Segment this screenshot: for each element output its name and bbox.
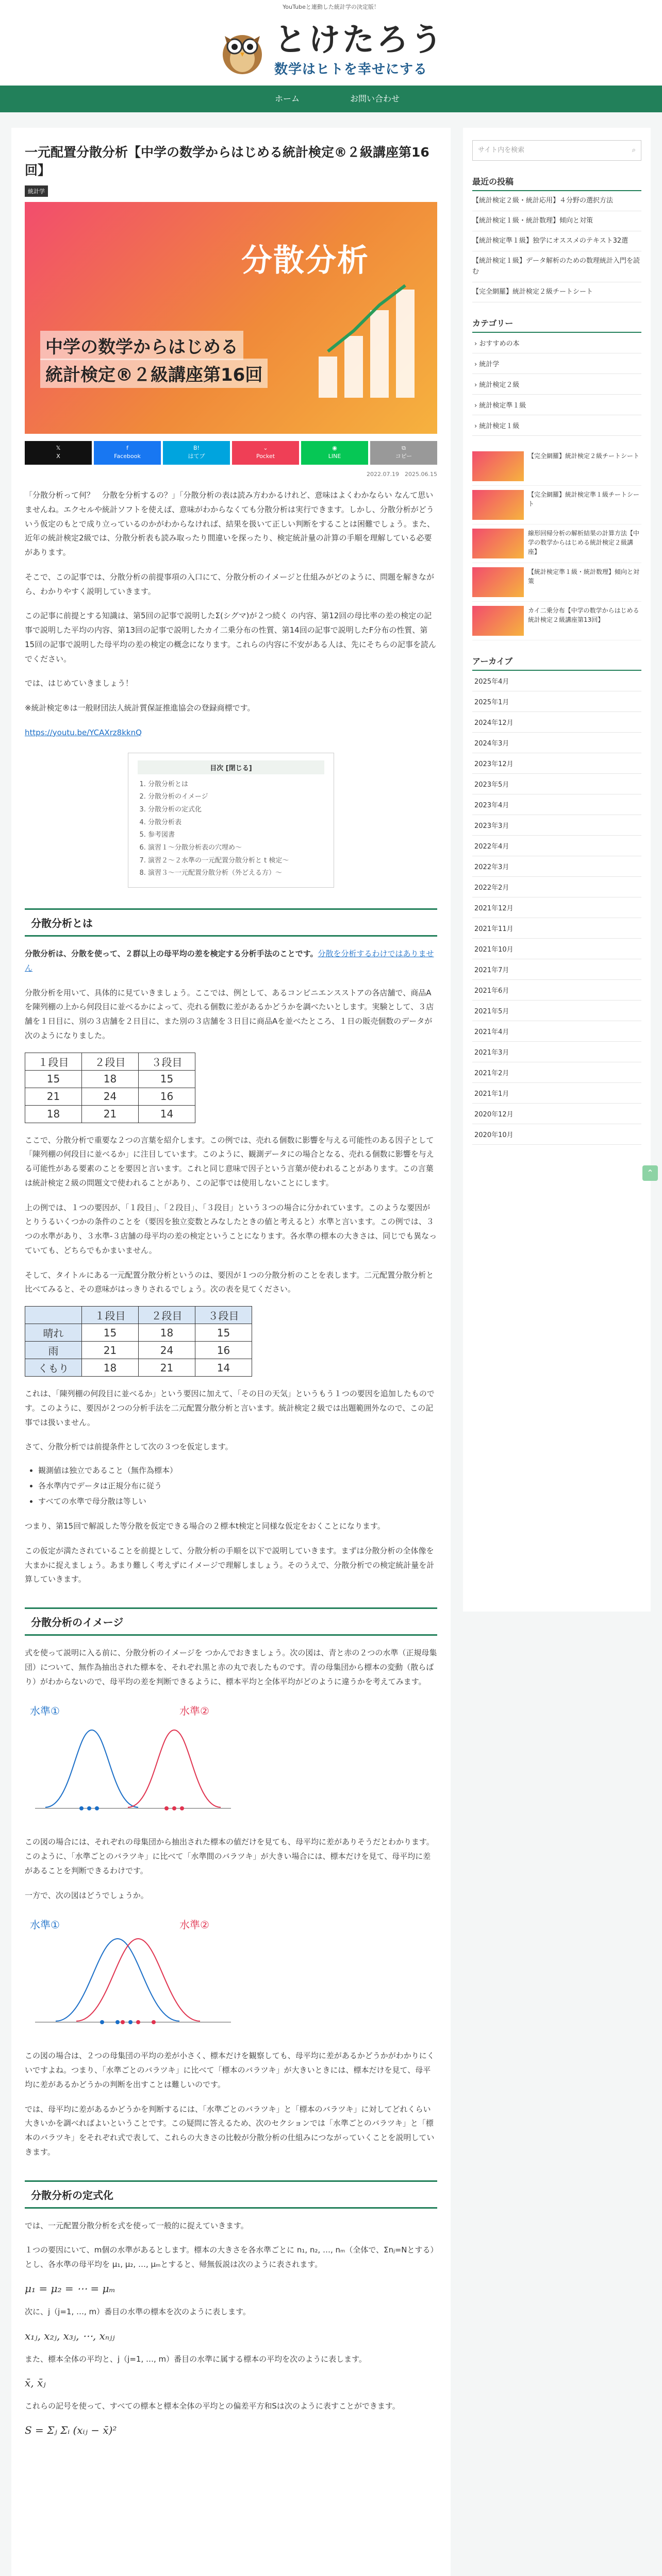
search-input[interactable]: サイト内を検索 ⌕ bbox=[472, 140, 641, 161]
nav-contact[interactable]: お問い合わせ bbox=[350, 94, 400, 104]
toc-item[interactable]: 7. 演習２〜２水準の一元配置分散分析と t 検定〜 bbox=[148, 855, 324, 868]
article bbox=[11, 128, 451, 2576]
scroll-to-top-button[interactable]: ⌃ bbox=[642, 1165, 658, 1181]
archive-list bbox=[472, 671, 641, 1145]
category-link[interactable]: › 統計検定準１級 bbox=[472, 395, 641, 415]
archive-link[interactable]: 2024年3月 bbox=[472, 733, 641, 753]
recent-post-link[interactable]: 【統計検定１級・統計数理】傾向と対策 bbox=[472, 211, 641, 231]
thumbnail bbox=[472, 529, 524, 558]
paragraph: そして、タイトルにある一元配置分散分析というのは、要因が１つの分散分析のことを表します。二元配置分散分析と比べてみると、その意味がはっきりされるでしょう。次の表を見てください。 bbox=[25, 1270, 434, 1294]
archive-link[interactable]: 2022年4月 bbox=[472, 836, 641, 856]
share-line-button[interactable]: ◉ LINE bbox=[301, 441, 368, 465]
paragraph: この仮定が満たされていることを前提として、分散分析の手順を以下で説明していきます。まずは分散分析の全体像を大まかに捉えましょう。あまり難しく考えずにイメージで理解しましょう。そのうえで、分散分析での検定統計量を計算していきます。 bbox=[25, 1546, 435, 1584]
data-table: １段目 ２段目 ３段目 15 18 15 21 24 16 18 21 14 bbox=[25, 1053, 195, 1123]
equation: μ₁ = μ₂ = ⋯ = μₘ bbox=[25, 2282, 115, 2295]
recent-posts-heading: 最近の投稿 bbox=[472, 175, 641, 191]
thumbnail bbox=[472, 451, 524, 481]
post-dates: 2022.07.19 2025.06.15 bbox=[367, 471, 437, 478]
distribution-figure-separated bbox=[25, 1699, 241, 1823]
thumbnail bbox=[472, 606, 524, 636]
paragraph: 「分散分析って何？ 分散を分析するの？」「分散分析の表は読み方わかるけれど、意味はよくわかならい なんて思いませんね。エクセルや統計ソフトを使えば、意味がわからなくても分散分析は実行できます。しかし、分散分析がどういう仮定のもとで成り立っているのかがわからなければ、結果を扱いて正しい判断をすることは困難でしょう。また、近年の統計検定2級では、分散分析表も読み取ったり間違いを探ったり、検定統計量の計算の手順を理解している必要があります。 bbox=[25, 490, 435, 557]
site-title: とけたろう bbox=[274, 20, 444, 58]
toc-item[interactable]: 2. 分散分析のイメージ bbox=[148, 791, 324, 804]
archive-link[interactable]: 2020年10月 bbox=[472, 1124, 641, 1145]
paragraph: 次に、j（j=1, …, m）番目の水準の標本を次のように表します。 bbox=[25, 2307, 251, 2316]
paragraph: これらの記号を使って、すべての標本と標本全体の平均との偏差平方和Sは次のように表すことができます。 bbox=[25, 2401, 400, 2411]
paragraph: １つの要因にいて、m個の水準があるとします。標本の大きさを各水準ごとに n₁, n₂, …, nₘ（全体で、Σnⱼ=Nとする）とし、各水準の母平均を μ₁, μ₂, …, μₘとすると、帰無仮説は次のように表されます。 bbox=[25, 2245, 434, 2269]
share-hatena-button[interactable]: B! はてブ bbox=[163, 441, 230, 465]
recent-post-link[interactable]: 【統計検定１級】データ解析のための数理統計入門を読む bbox=[472, 251, 641, 282]
equation: x̄, x̄ⱼ bbox=[25, 2377, 46, 2389]
paragraph: ※統計検定®は一般財団法人統計質保証推進協会の登録商標です。 bbox=[25, 703, 255, 713]
archive-link[interactable]: 2021年1月 bbox=[472, 1083, 641, 1104]
paragraph: これは、「陳列棚の何段目に並べるか」という要因に加えて、「その日の天気」というもう１つの要因を追加したものです。このように、要因が２つの分析手法を二元配置分散分析と言います。統計検定２級では出題範囲外なので、この記事では扱いません。 bbox=[25, 1389, 435, 1427]
category-link[interactable]: › 統計検定１級 bbox=[472, 415, 641, 436]
archive-link[interactable]: 2021年11月 bbox=[472, 918, 641, 939]
paragraph: この記事に前提とする知識は、第5回の記事で説明したΣ(シグマ)が２つ続く の内容、第12回の母比率の差の検定の記事で説明した平均の内容、第13回の記事で説明したカイ二乗分布の性質、第14回の記事で説明したF分布の性質、第15回の記事で説明した母平均の差の検定の概念になります。これらの内容に不安がある人は、先にそちらの記事を読んでください。 bbox=[25, 611, 436, 664]
site-logo[interactable] bbox=[218, 20, 444, 78]
distribution-figure-overlap bbox=[25, 1913, 241, 2037]
youtube-link[interactable]: https://youtu.be/YCAXrz8kknQ bbox=[25, 727, 142, 737]
archive-link[interactable]: 2021年2月 bbox=[472, 1062, 641, 1083]
nav-home[interactable]: ホーム bbox=[274, 94, 300, 104]
category-link[interactable]: › 統計検定２級 bbox=[472, 374, 641, 395]
category-link[interactable]: › おすすめの本 bbox=[472, 333, 641, 353]
recent-post-link[interactable]: 【統計検定２級・統計応用】４分野の選択方法 bbox=[472, 191, 641, 211]
category-list bbox=[472, 333, 641, 436]
paragraph: この図の場合は、２つの母集団の平均の差が小さく、標本だけを観察しても、母平均に差があるかどうかがわかりにくいですよね。つまり、「水準ごとのバラツキ」に比べて「標本のバラツキ」が大きいときには、標本だけを見て、母平均に差があるかどうかの判断を出すことは難しいのです。 bbox=[25, 2051, 435, 2089]
archive-link[interactable]: 2024年12月 bbox=[472, 712, 641, 733]
equation: S = Σⱼ Σᵢ (xᵢⱼ − x̄)² bbox=[25, 2424, 117, 2436]
paragraph: 分散分析を用いて、具体的に見ていきましょう。ここでは、例として、あるコンビニエンスストアの各店舗で、商品Aを陳列棚の上から何段目に並べるかによって、売れる個数に差があるかどうかを調べたいとします。実験として、３店舗を１日目に、別の３店舗を２日目に、また別の３店舗を３日目に商品Aを並べたところ、１日の販売個数のデータが次のようになりました。 bbox=[25, 988, 434, 1040]
toc-item[interactable]: 8. 演習３〜一元配置分散分析（外どえる方）〜 bbox=[148, 867, 324, 880]
paragraph: 一方で、次の図はどうでしょうか。 bbox=[25, 1890, 148, 1900]
search-icon[interactable]: ⌕ bbox=[632, 146, 636, 154]
svg-text:水準②: 水準② bbox=[179, 1705, 209, 1718]
global-nav bbox=[0, 86, 662, 112]
archive-link[interactable]: 2023年3月 bbox=[472, 815, 641, 836]
paragraph: また、標本全体の平均と、j（j=1, …, m）番目の水準に属する標本の平均を次のように表します。 bbox=[25, 2354, 367, 2364]
toc-toggle[interactable]: 目次 [閉じる] bbox=[138, 760, 324, 774]
share-x-button[interactable]: 𝕏 X bbox=[25, 441, 92, 465]
share-facebook-button[interactable]: f Facebook bbox=[94, 441, 161, 465]
archive-heading: アーカイブ bbox=[472, 655, 641, 671]
section-heading: 分散分析とは bbox=[25, 908, 437, 937]
archive-link[interactable]: 2020年12月 bbox=[472, 1104, 641, 1124]
bar-3d-icon bbox=[313, 279, 432, 403]
paragraph: ここで、分散分析で重要な２つの言葉を紹介します。この例では、売れる個数に影響を与える可能性のある因子として「陳列棚の何段目に並べるか」に注目しています。このように、観測データにの場合となる、売れる個数に影響を与える可能性がある要素のことを要因と言います。これと同じ意味で因子という言葉が使われることがあります。この言葉は統計検定２級の問題文で使われることがあり、この記事では使用しないことにします。 bbox=[25, 1135, 434, 1188]
archive-link[interactable]: 2023年5月 bbox=[472, 774, 641, 794]
section-heading: 分散分析のイメージ bbox=[25, 1607, 437, 1636]
toc-item[interactable]: 3. 分散分析の定式化 bbox=[148, 804, 324, 817]
thumbnail bbox=[472, 567, 524, 597]
paragraph: さて、分散分析では前提条件として次の３つを仮定します。 bbox=[25, 1442, 233, 1452]
svg-text:水準①: 水準① bbox=[30, 1919, 60, 1931]
popular-posts bbox=[472, 447, 641, 640]
thumbnail bbox=[472, 490, 524, 520]
archive-link[interactable]: 2022年2月 bbox=[472, 877, 641, 897]
share-copy-button[interactable]: ⧉ コピー bbox=[370, 441, 437, 465]
paragraph: では、母平均に差があるかどうかを判断するには、「水準ごとのバラツキ」と「標本のバラツキ」に対してどれくらい大きいかを調べればよいということです。この疑問に答えるため、次のセクションでは「水準ごとのバラツキ」と「標本のバラツキ」をそれぞれ式で表して、これらの大きさの比較が分散分析の仕組みにつながっていくことを説明していきます。 bbox=[25, 2104, 435, 2157]
paragraph: つまり、第15回で解説した等分散を仮定できる場合の２標本t検定と同様な仮定をおくことになります。 bbox=[25, 1521, 385, 1531]
category-link[interactable]: › 統計学 bbox=[472, 353, 641, 374]
archive-link[interactable]: 2021年4月 bbox=[472, 1021, 641, 1042]
site-header bbox=[0, 15, 662, 86]
archive-link[interactable]: 2023年12月 bbox=[472, 753, 641, 774]
paragraph: では、はじめていきましょう！ bbox=[25, 679, 134, 688]
sidebar bbox=[463, 128, 651, 1612]
archive-link[interactable]: 2021年12月 bbox=[472, 897, 641, 918]
header-notice: YouTubeと連動した統計学の決定版！ bbox=[0, 0, 662, 15]
svg-text:水準①: 水準① bbox=[30, 1705, 60, 1718]
archive-link[interactable]: 2021年3月 bbox=[472, 1042, 641, 1062]
archive-link[interactable]: 2025年1月 bbox=[472, 691, 641, 712]
popular-post[interactable]: 線形回帰分析の解析結果の計算方法【中学の数学からはじめる統計検定２級講座】 bbox=[472, 524, 641, 563]
archive-link[interactable]: 2021年6月 bbox=[472, 980, 641, 1001]
share-buttons bbox=[25, 441, 437, 465]
eyecatch-line1: 中学の数学からはじめる bbox=[40, 331, 243, 360]
archive-link[interactable]: 2021年5月 bbox=[472, 1001, 641, 1021]
paragraph: そこで、この記事では、分散分析の前提事項の入口にて、分散分析のイメージと仕組みがどのように、問題を解きながら、わかりやすく説明していきます。 bbox=[25, 572, 434, 596]
paragraph: 分散分析は、分散を使って、２群以上の母平均の差を検定する分析手法のことです。分散を分析するわけではありません bbox=[25, 949, 434, 973]
popular-post[interactable]: 【完全網羅】統計検定準１級チートシート bbox=[472, 486, 641, 524]
recent-post-link[interactable]: 【統計検定準１級】独学にオススメのテキスト32選 bbox=[472, 231, 641, 251]
popular-post[interactable]: 【完全網羅】統計検定２級チートシート bbox=[472, 447, 641, 486]
popular-post[interactable]: 【統計検定準１級・統計数理】傾向と対策 bbox=[472, 563, 641, 602]
toc-item[interactable]: 1. 分散分析とは bbox=[148, 778, 324, 791]
site-tagline: 数学はヒトを幸せにする bbox=[274, 61, 427, 77]
table-of-contents bbox=[128, 753, 334, 888]
recent-posts bbox=[472, 191, 641, 302]
archive-link[interactable]: 2022年3月 bbox=[472, 856, 641, 877]
eyecatch-line2: 統計検定®２級講座第16回 bbox=[40, 359, 268, 388]
archive-link[interactable]: 2025年4月 bbox=[472, 671, 641, 691]
category-badge[interactable]: 統計学 bbox=[25, 185, 48, 197]
owl-logo-icon bbox=[218, 25, 267, 76]
archive-link[interactable]: 2023年4月 bbox=[472, 794, 641, 815]
archive-link[interactable]: 2021年7月 bbox=[472, 959, 641, 980]
paragraph: では、一元配置分散分析を式を使って一般的に捉えていきます。 bbox=[25, 2221, 249, 2230]
eyecatch-heading: 分散分析 bbox=[241, 243, 369, 279]
toc-item[interactable]: 4. 分散分析表 bbox=[148, 817, 324, 829]
data-table-two-way: １段目 ２段目 ３段目 晴れ 15 18 15 雨 21 24 16 くもり 18 21 14 bbox=[25, 1306, 252, 1377]
paragraph: 上の例では、１つの要因が、「１段目」、「２段目」、「３段目」という３つの場合に分かれています。このような要因がとりうるいくつかの条件のことを（要因を独立変数とみなしたときの値と考えると）水準と言います。この例では、３つの水準があり、３水準-３店舗の母平均の差の検定ということになります。各水準の標本の大きさは、同じでも異なっていても、どちらでもかまいません。 bbox=[25, 1202, 437, 1255]
section-heading: 分散分析の定式化 bbox=[25, 2180, 437, 2209]
popular-post[interactable]: カイ二乗分布【中学の数学からはじめる統計検定２級講座第13回】 bbox=[472, 602, 641, 640]
eyecatch-image bbox=[25, 202, 437, 434]
assumption-list: • 観測値は独立であること（無作為標本） • 各水準内でデータは正規分布に従う • すべての水準で母分散は等しい bbox=[25, 1463, 437, 1509]
paragraph: この図の場合には、それぞれの母集団から抽出された標本の値だけを見ても、母平均に差がありそうだとわかります。このように、「水準ごとのバラツキ」に比べて「水準間のバラツキ」が大きい場合には、標本だけを見て、母平均に差があることを判断できるわけです。 bbox=[25, 1837, 434, 1875]
toc-item[interactable]: 5. 参考図書 bbox=[148, 829, 324, 842]
category-heading: カテゴリー bbox=[472, 317, 641, 333]
archive-link[interactable]: 2021年10月 bbox=[472, 939, 641, 959]
toc-item[interactable]: 6. 演習１〜分散分析表の穴埋め〜 bbox=[148, 842, 324, 855]
share-pocket-button[interactable]: ⌄ Pocket bbox=[232, 441, 299, 465]
recent-post-link[interactable]: 【完全網羅】統計検定２級チートシート bbox=[472, 282, 641, 302]
svg-text:水準②: 水準② bbox=[179, 1919, 209, 1931]
equation: x₁ⱼ, x₂ⱼ, x₃ⱼ, ⋯, xₙⱼⱼ bbox=[25, 2329, 115, 2342]
paragraph: 式を使って説明に入る前に、分散分析のイメージを つかんでおきましょう。次の図は、青と赤の２つの水準（正規母集団）について、無作為抽出された標本を、それぞれ黒と赤の丸で表したものです。青の母集団から標本の変動（散らばり）がわからないので、母平均の差を判断できるように、標本平均と全体平均がどのように違うかを考えてみます。 bbox=[25, 1648, 437, 1686]
article-title: 一元配置分散分析【中学の数学からはじめる統計検定®２級講座第16回】 bbox=[25, 145, 429, 178]
